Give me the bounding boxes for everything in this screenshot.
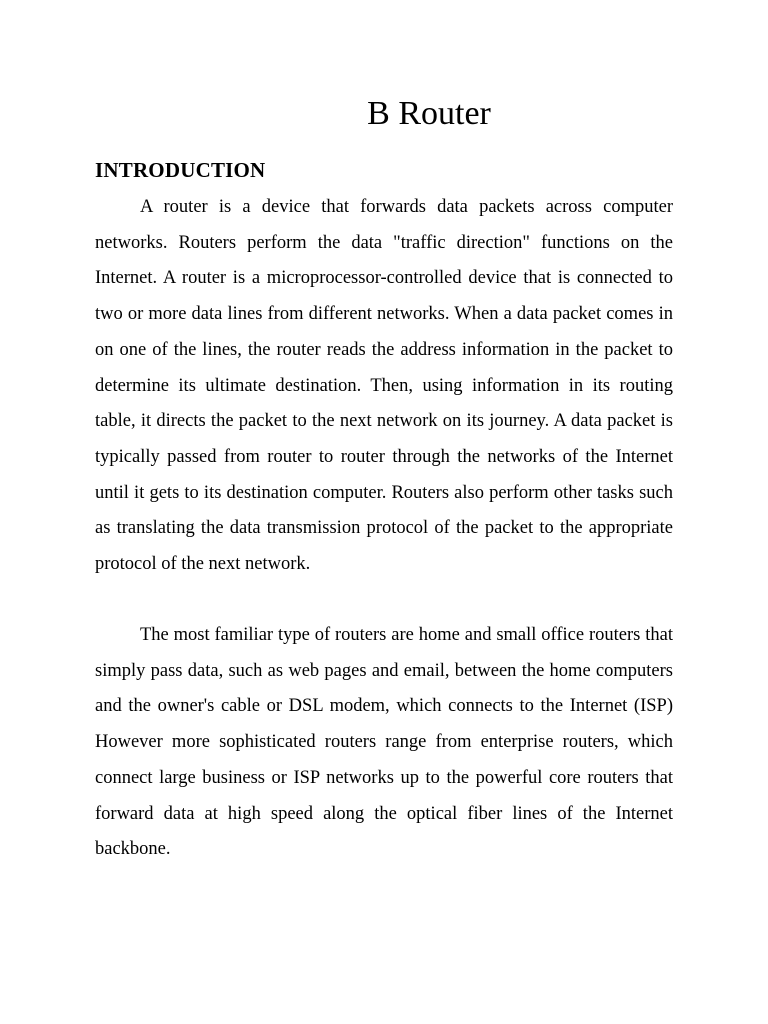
paragraph-1: A router is a device that forwards data packets across computer networks. Routers perform the data "traffic direction" functions on the Internet. A router is a microprocessor-controlled device that is connected to two or more data lines from different networks. When a data packet comes in on one of the lines, the router reads the address information in the packet to determine its ultimate destination. Then, using information in its routing table, it directs the packet to the next network on its journey. A data packet is typically passed from router to router through the networks of the Internet until it gets to its destination computer. Routers also perform other tasks such as translating the data transmission protocol of the packet to the appropriate protocol of the next network. [95,197,673,575]
paragraph-2: The most familiar type of routers are home and small office routers that simply pass data, such as web pages and email, between the home computers and the owner's cable or DSL modem, which connects to the Internet (ISP) However more sophisticated routers range from enterprise routers, which connect large business or ISP networks up to the powerful core routers that forward data at high speed along the optical fiber lines of the Internet backbone. [95,625,673,860]
section-heading: INTRODUCTION [95,158,266,182]
document-title: B Router [367,95,491,132]
